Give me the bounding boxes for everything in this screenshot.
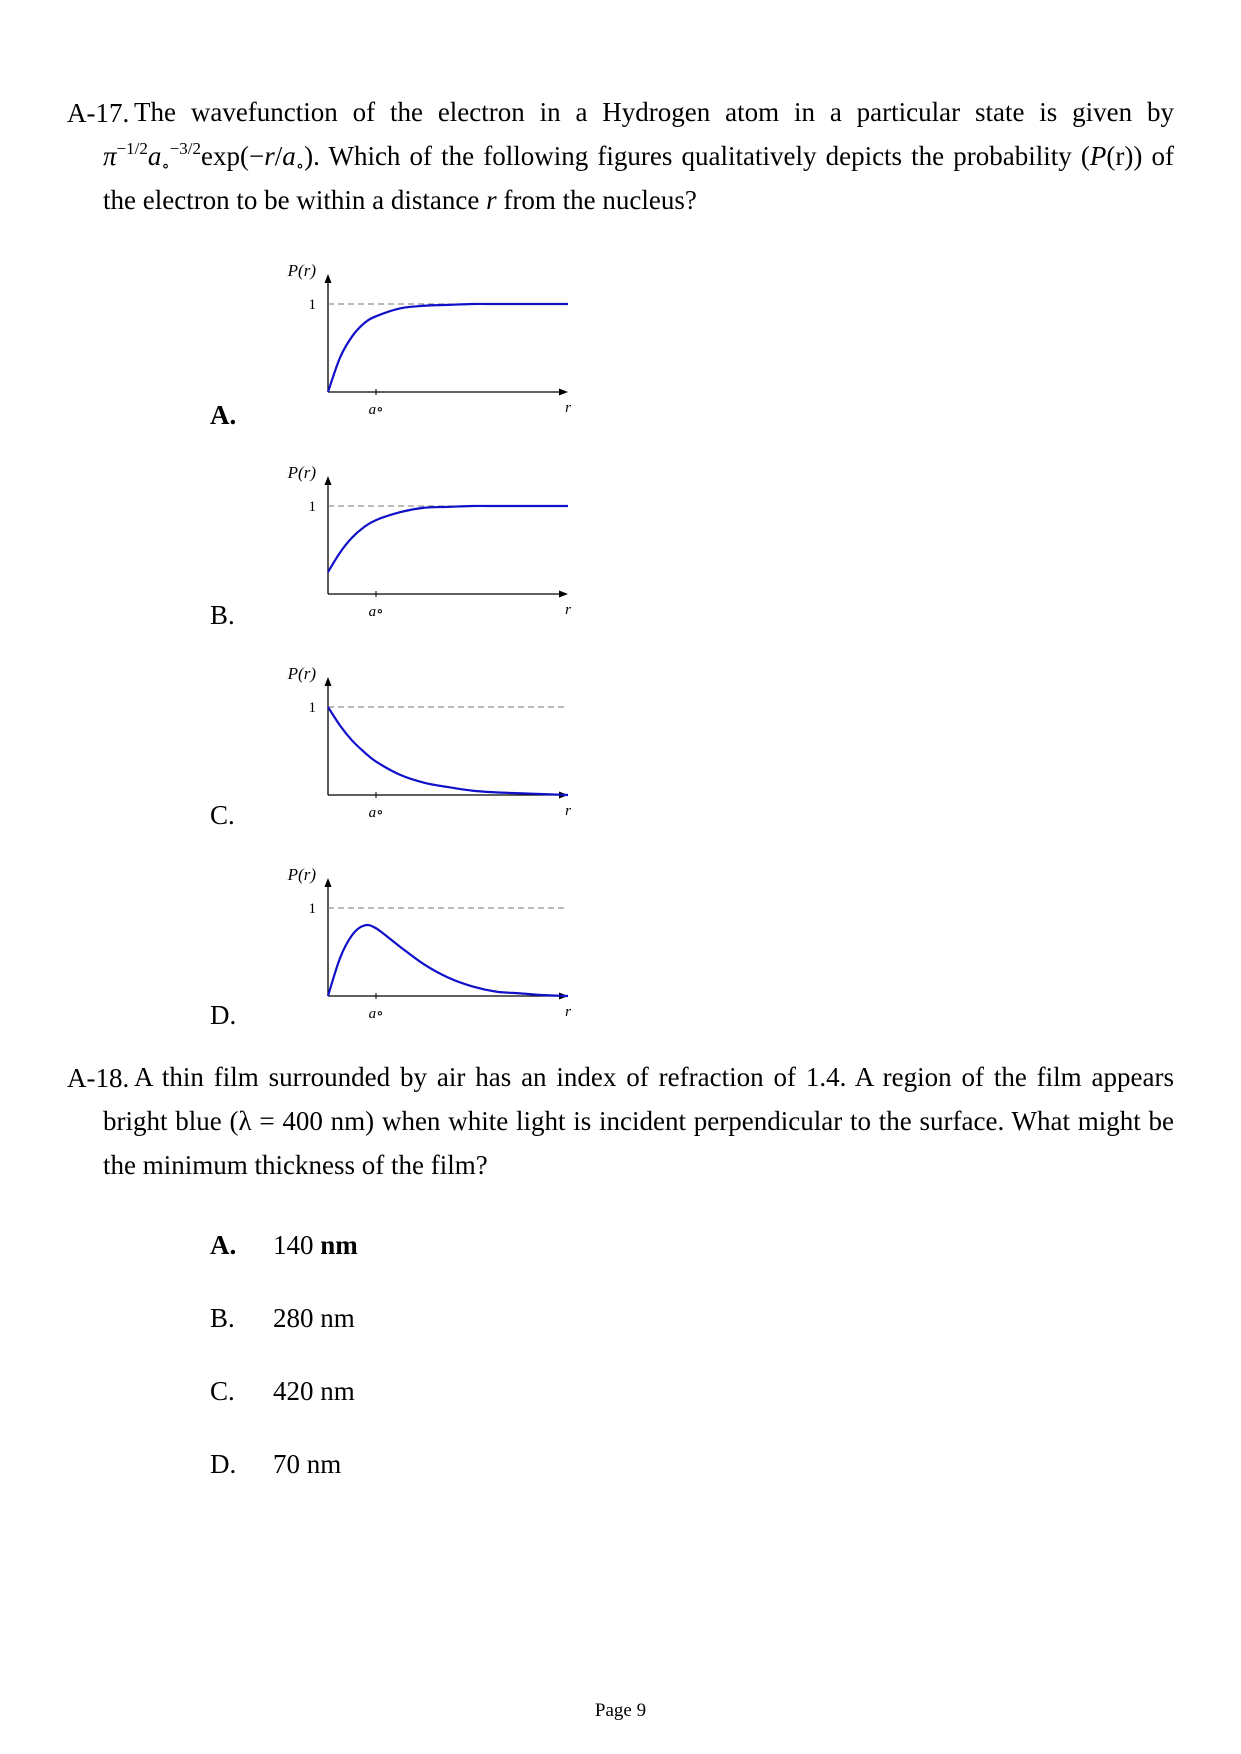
- y-axis-label: P(r): [287, 664, 316, 683]
- x-axis-label: r: [565, 803, 571, 819]
- plot-option-d: [270, 866, 590, 1031]
- x-tick-label-a0: a∘: [368, 402, 384, 418]
- y-tick-label-one: 1: [308, 700, 316, 716]
- plot-option-a: [270, 262, 590, 427]
- y-axis-label: P(r): [287, 865, 316, 884]
- q18-option-a-text[interactable]: 140 nm: [273, 1230, 358, 1260]
- question-number-a17: A-17.: [67, 98, 130, 128]
- probability-curve: [328, 707, 568, 795]
- y-axis-arrow-icon: [325, 476, 332, 485]
- x-axis-label: r: [565, 400, 571, 416]
- question-number-a18: A-18.: [67, 1063, 130, 1093]
- x-axis-label: r: [565, 1004, 571, 1020]
- y-axis-arrow-icon: [325, 878, 332, 887]
- x-tick-label-a0: a∘: [368, 604, 384, 620]
- question-text-a17: The wavefunction of the electron in a Hydrogen atom in a particular state is given by $\pi^{-1/2}a_\circ^{-3/2}\exp(-r/a_\circ)$. Which of the following figures qualitatively depicts the probability (P(r)) of the electron to be within a distance r from the nucleus?: [103, 97, 1174, 215]
- y-axis-arrow-icon: [325, 274, 332, 283]
- q18-option-d-letter[interactable]: D.: [210, 1449, 237, 1479]
- x-axis-arrow-icon: [559, 389, 568, 396]
- probability-curve: [328, 925, 568, 996]
- q18-option-b-text[interactable]: 280 nm: [273, 1303, 355, 1333]
- q17-option-a-letter[interactable]: A.: [210, 400, 237, 430]
- x-tick-label-a0: a∘: [368, 1006, 384, 1022]
- x-tick-label-a0: a∘: [368, 805, 384, 821]
- question-text-a18: A thin film surrounded by air has an index of refraction of 1.4. A region of the film appears bright blue (λ = 400 nm) when white light is incident perpendicular to the surface. What might be the minimum thickness of the film?: [103, 1062, 1174, 1180]
- probability-curve: [328, 506, 568, 572]
- plot-option-b: [270, 464, 590, 629]
- q18-option-c-text[interactable]: 420 nm: [273, 1376, 355, 1406]
- x-axis-label: r: [565, 602, 571, 618]
- y-tick-label-one: 1: [308, 499, 316, 515]
- x-axis-arrow-icon: [559, 591, 568, 598]
- y-tick-label-one: 1: [308, 901, 316, 917]
- q18-option-c-letter[interactable]: C.: [210, 1376, 235, 1406]
- q18-option-b-letter[interactable]: B.: [210, 1303, 235, 1333]
- page-number: Page 9: [594, 1700, 647, 1721]
- y-axis-label: P(r): [287, 261, 316, 280]
- y-axis-label: P(r): [287, 463, 316, 482]
- q18-option-d-text[interactable]: 70 nm: [273, 1449, 342, 1479]
- q17-option-c-letter[interactable]: C.: [210, 800, 235, 830]
- q17-option-d-letter[interactable]: D.: [210, 1000, 237, 1030]
- y-axis-arrow-icon: [325, 677, 332, 686]
- q18-option-a-letter[interactable]: A.: [210, 1230, 237, 1260]
- probability-curve: [328, 304, 568, 392]
- q17-option-b-letter[interactable]: B.: [210, 600, 235, 630]
- y-tick-label-one: 1: [308, 297, 316, 313]
- plot-option-c: [270, 665, 590, 830]
